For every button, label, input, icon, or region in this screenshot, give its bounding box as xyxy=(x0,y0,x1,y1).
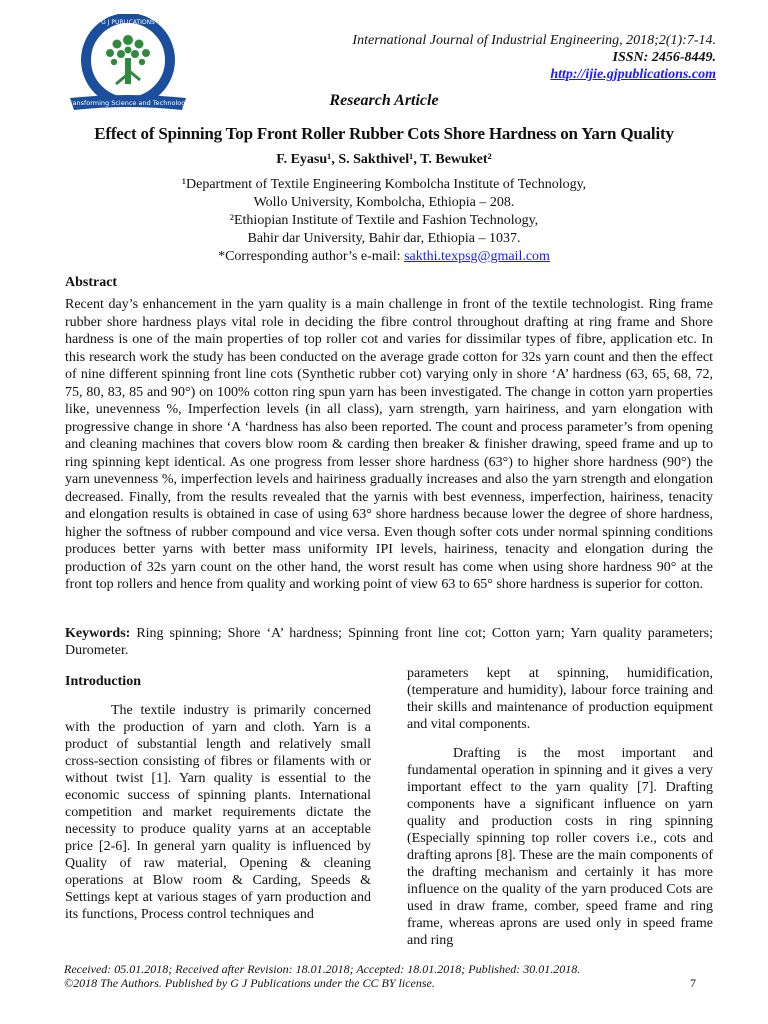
abstract-heading: Abstract xyxy=(65,275,118,290)
journal-citation: International Journal of Industrial Engineering, 2018;2(1):7-14. xyxy=(352,33,716,48)
footer-license: ©2018 The Authors. Published by G J Publications under the CC BY license. xyxy=(64,976,435,990)
email-link[interactable]: sakthi.texpsg@gmail.com xyxy=(404,249,550,264)
article-type: Research Article xyxy=(329,92,439,109)
left-column xyxy=(65,673,371,923)
right-column xyxy=(407,665,713,949)
affiliations xyxy=(0,176,768,248)
authors: F. Eyasu¹, S. Sakthivel¹, T. Bewuket² xyxy=(276,152,492,167)
affiliation-line: Wollo University, Kombolcha, Ethiopia – 208. xyxy=(253,195,515,210)
intro-paragraph-2: Drafting is the most important and fundamental operation in spinning and it gives a very important effect to the yarn quality [7]. Drafting components have a significant influence on yarn quality and production costs in ring spinning (Especially spinning top roller covers i.e., cots and drafting aprons [8]. These are the main components of the drafting mechanism and certainly it has more influence on the quality of the yarn produced Cots are used in draw frame, comber, speed frame and ring frame, whereas aprons are used only in speed frame and ring xyxy=(407,746,713,948)
paper-title: Effect of Spinning Top Front Roller Rubber Cots Shore Hardness on Yarn Quality xyxy=(94,124,674,143)
journal-info xyxy=(352,32,716,83)
intro-paragraph-1: The textile industry is primarily concerned with the production of yarn and cloth. Yarn is a product of substantial length and relatively small cross-section consisting of fibres or filaments with or without twist [1]. Yarn quality is essential to the economic success of spinning plants. International competition and market requirements dictate the necessity to produce quality yarns at an acceptable price [2-6]. In general yarn quality is influenced by Quality of raw material, Opening & cleaning operations at Blow room & Carding, Speeds & Settings kept at various stages of yarn production and its functions, Process control techniques and xyxy=(65,703,371,922)
keywords-label: Keywords: xyxy=(65,626,131,641)
affiliation-line: Bahir dar University, Bahir dar, Ethiopia – 1037. xyxy=(247,231,521,246)
keywords-text: Ring spinning; Shore ‘A’ hardness; Spinning front line cot; Cotton yarn; Yarn quality parameters; Durometer. xyxy=(65,626,713,658)
introduction-heading: Introduction xyxy=(65,674,141,689)
page-number: 7 xyxy=(690,976,696,990)
affiliation-line: ¹Department of Textile Engineering Kombolcha Institute of Technology, xyxy=(181,177,587,192)
footer-dates: Received: 05.01.2018; Received after Revision: 18.01.2018; Accepted: 18.01.2018; Published: 30.01.2018. xyxy=(64,962,581,976)
logo-ring-text: G J PUBLICATIONS xyxy=(101,19,155,26)
logo-tagline: Transforming Science and Technology xyxy=(66,99,190,107)
corresponding-email xyxy=(0,249,768,265)
abstract-text: Recent day’s enhancement in the yarn quality is a main challenge in front of the textile technologist. Ring frame rubber shore hardness plays vital role in deciding the fibre control throughout drafting at ring frame and Shore hardness is one of the main properties of top roller cot and varies for dissimilar types of fibre, application etc. In this research work the study has been conducted on the average grade cotton for 32s yarn count and then the effect of nine different spinning front line cots (Synthetic rubber cot) varying only in shore ‘A’ hardness (63, 65, 68, 72, 75, 80, 83, 85 and 90°) on 100% cotton ring spun yarn has been investigated. The change in cotton yarn properties like, unevenness %, Imperfection levels (in all class), yarn strength, yarn hairiness, and yarn elongation with progressive change in shore ‘A ‘hardness has also been reported. The count and process parameter’s from opening and cleaning machines that covers blow room & carding then breaker & finisher drawing, speed frame and up to ring spinning kept identical. As one progress from lesser shore hardness (63°) to higher shore hardness (90°) the yarn unevenness %, imperfection levels and hairiness gradually increases and also the yarn strength and elongation decreased. Finally, from the results revealed that the yarnis with best evenness, imperfection, hairiness, tenacity and elongation results is obtained in case of using 63° shore hardness because lower the degree of shore hardness, higher the softness of rubber compound and vice versa. Even though softer cots under normal spinning conditions produces better yarns with better mass uniformity IPI levels, hairiness, tenacity and elongation during the production of 32s yarn count on the other hand, the worst result has come when using shore hardness 90° at the front top rollers and hence from quality and working point of view 63 to 65° shore hardness is superior for cotton. xyxy=(65,297,713,592)
email-label: *Corresponding author’s e-mail: xyxy=(218,249,405,264)
intro-paragraph-1-continued: parameters kept at spinning, humidification, (temperature and humidity), labour force training and their skills and maintenance of production equipment and vital components. xyxy=(407,666,713,732)
journal-url-link[interactable]: http://ijie.gjpublications.com xyxy=(550,67,716,82)
affiliation-line: ²Ethiopian Institute of Textile and Fashion Technology, xyxy=(229,213,539,228)
keywords xyxy=(65,625,713,659)
journal-issn: ISSN: 2456-8449. xyxy=(612,50,716,65)
footer xyxy=(64,962,704,990)
